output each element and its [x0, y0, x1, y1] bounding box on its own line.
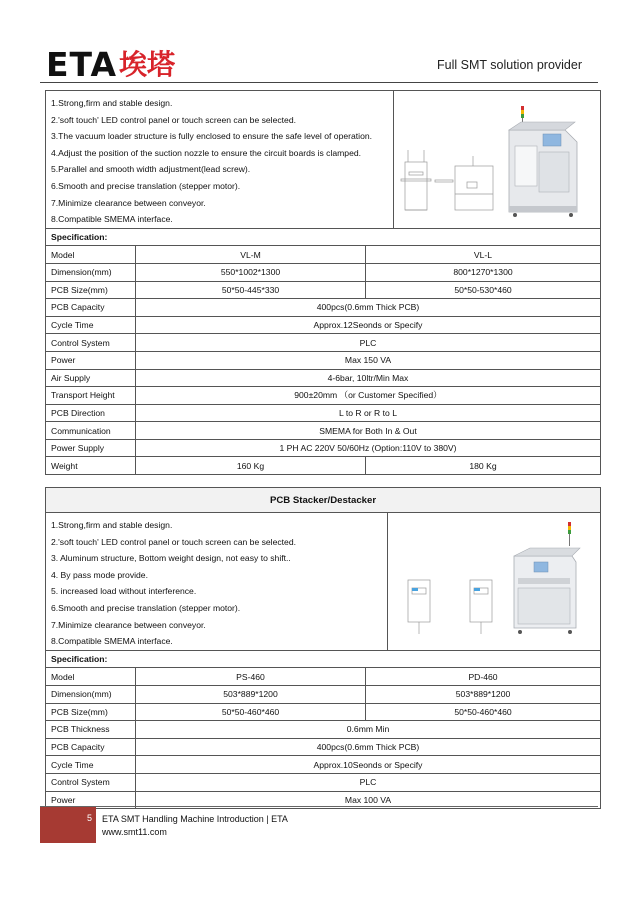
- feature-item: 5. increased load without interference.: [51, 586, 197, 597]
- row-value-b: 50*50-460*460: [366, 703, 601, 721]
- row-label: PCB Direction: [46, 404, 136, 422]
- loader-features-cell: [46, 91, 394, 229]
- table-row: [46, 703, 601, 721]
- feature-item: 7.Minimize clearance between conveyor.: [51, 619, 206, 630]
- row-value-a: 550*1002*1300: [136, 263, 366, 281]
- table-row: [46, 685, 601, 703]
- signal-light-yellow-icon: [521, 110, 524, 114]
- row-value-a: 50*50-460*460: [136, 703, 366, 721]
- feature-item: 3.The vacuum loader structure is fully enclosed to ensure the safe level of operation.: [51, 131, 373, 142]
- feature-item: 6.Smooth and precise translation (stepper motor).: [51, 180, 241, 191]
- feature-item: 2.'soft touch' LED control panel or touch screen can be selected.: [51, 114, 297, 125]
- row-value: Max 150 VA: [136, 351, 601, 369]
- feature-item: 7.Minimize clearance between conveyor.: [51, 197, 206, 208]
- row-value: SMEMA for Both In & Out: [136, 422, 601, 440]
- page-number-box: [40, 807, 96, 843]
- table-row: [46, 369, 601, 387]
- table-row: [46, 721, 601, 739]
- feature-item: 6.Smooth and precise translation (stepper motor).: [51, 602, 241, 613]
- feature-item: 2.'soft touch' LED control panel or touch screen can be selected.: [51, 536, 297, 547]
- page-footer: [0, 806, 638, 902]
- stacker-spec-label-row: [46, 650, 601, 668]
- stacker-image-cell: [388, 513, 601, 651]
- footer-text: [102, 813, 288, 839]
- row-label: PCB Capacity: [46, 299, 136, 317]
- loader-spec-table: [45, 90, 601, 475]
- stacker-features-cell: [46, 513, 388, 651]
- tagline: Full SMT solution provider: [437, 58, 582, 72]
- row-label: PCB Size(mm): [46, 703, 136, 721]
- loader-model-label: Model: [46, 246, 136, 264]
- row-label: Cycle Time: [46, 756, 136, 774]
- row-value-b: 180 Kg: [366, 457, 601, 475]
- table-row: [46, 387, 601, 405]
- row-value: 400pcs(0.6mm Thick PCB): [136, 738, 601, 756]
- row-label: PCB Capacity: [46, 738, 136, 756]
- stacker-model-label: Model: [46, 668, 136, 686]
- row-label: Power: [46, 791, 136, 809]
- eta-logo: [46, 45, 176, 84]
- row-label: Communication: [46, 422, 136, 440]
- stacker-machine-image: [394, 516, 594, 644]
- table-row: [46, 351, 601, 369]
- control-panel-icon: [543, 134, 561, 146]
- signal-light-red-icon: [568, 522, 571, 526]
- loader-features-row: [46, 91, 601, 229]
- row-value: 1 PH AC 220V 50/60Hz (Option:110V to 380V): [136, 439, 601, 457]
- feature-item: 4.Adjust the position of the suction nozzle to ensure the circuit boards is clamped.: [51, 147, 362, 158]
- feature-item: 1.Strong,firm and stable design.: [51, 520, 173, 530]
- loader-model-row: [46, 246, 601, 264]
- loader-machine-image: [397, 94, 597, 222]
- table-row: [46, 738, 601, 756]
- row-value-b: 503*889*1200: [366, 685, 601, 703]
- loader-model-b: VL-L: [366, 246, 601, 264]
- table-row: [46, 773, 601, 791]
- row-value-a: 160 Kg: [136, 457, 366, 475]
- signal-light-green-icon: [568, 530, 571, 534]
- stacker-title-row: [46, 488, 601, 513]
- signal-light-green-icon: [521, 114, 524, 118]
- table-row: [46, 756, 601, 774]
- table-row: [46, 457, 601, 475]
- feature-item: 8.Compatible SMEMA interface.: [51, 214, 173, 225]
- loader-spec-label: Specification:: [46, 228, 601, 246]
- feature-item: 5.Parallel and smooth width adjustment(lead screw).: [51, 164, 251, 175]
- stacker-model-b: PD-460: [366, 668, 601, 686]
- loader-spec-label-row: [46, 228, 601, 246]
- footer-title: ETA SMT Handling Machine Introduction | ETA: [102, 814, 288, 824]
- row-value: 0.6mm Min: [136, 721, 601, 739]
- row-value: 4-6bar, 10ltr/Min Max: [136, 369, 601, 387]
- row-label: Power Supply: [46, 439, 136, 457]
- loader-features-list: [51, 95, 388, 228]
- signal-light-yellow-icon: [568, 526, 571, 530]
- stacker-features-row: [46, 513, 601, 651]
- stacker-model-row: [46, 668, 601, 686]
- row-label: Power: [46, 351, 136, 369]
- stacker-features-list: [51, 517, 382, 650]
- table-row: [46, 316, 601, 334]
- row-value: Approx.12Seonds or Specify: [136, 316, 601, 334]
- stacker-spec-label: Specification:: [46, 650, 601, 668]
- table-row: [46, 439, 601, 457]
- row-label: Air Supply: [46, 369, 136, 387]
- row-value: 400pcs(0.6mm Thick PCB): [136, 299, 601, 317]
- row-label: PCB Size(mm): [46, 281, 136, 299]
- page-number: 5: [86, 813, 92, 823]
- stacker-spec-table: [45, 487, 601, 809]
- table-row: [46, 263, 601, 281]
- logo-cjk-text: 埃塔: [119, 47, 176, 81]
- feature-item: 1.Strong,firm and stable design.: [51, 98, 173, 108]
- signal-light-red-icon: [521, 106, 524, 110]
- table-row: [46, 281, 601, 299]
- row-value-b: 50*50-530*460: [366, 281, 601, 299]
- row-label: Control System: [46, 773, 136, 791]
- table-row: [46, 334, 601, 352]
- feature-item: 3. Aluminum structure, Bottom weight design, not easy to shift..: [51, 553, 291, 564]
- table-row: [46, 422, 601, 440]
- row-label: Dimension(mm): [46, 263, 136, 281]
- row-label: Transport Height: [46, 387, 136, 405]
- row-value-b: 800*1270*1300: [366, 263, 601, 281]
- row-value: PLC: [136, 334, 601, 352]
- row-value: Approx.10Seonds or Specify: [136, 756, 601, 774]
- row-label: PCB Thickness: [46, 721, 136, 739]
- row-label: Dimension(mm): [46, 685, 136, 703]
- row-value: 900±20mm （or Customer Specified）: [136, 387, 601, 405]
- row-value: PLC: [136, 773, 601, 791]
- stacker-model-a: PS-460: [136, 668, 366, 686]
- feature-item: 8.Compatible SMEMA interface.: [51, 636, 173, 647]
- feature-item: 4. By pass mode provide.: [51, 569, 148, 580]
- footer-divider: [40, 806, 598, 807]
- row-value-a: 503*889*1200: [136, 685, 366, 703]
- row-value-a: 50*50-445*330: [136, 281, 366, 299]
- page-header: [0, 0, 638, 88]
- row-value: L to R or R to L: [136, 404, 601, 422]
- table-row: [46, 299, 601, 317]
- logo-latin-text: ETA: [46, 45, 118, 84]
- table-row: [46, 404, 601, 422]
- footer-url[interactable]: www.smt11.com: [102, 827, 167, 837]
- loader-image-cell: [394, 91, 601, 229]
- row-label: Control System: [46, 334, 136, 352]
- header-divider: [40, 82, 598, 83]
- stacker-title: PCB Stacker/Destacker: [46, 488, 601, 513]
- control-panel-icon: [534, 562, 548, 572]
- loader-model-a: VL-M: [136, 246, 366, 264]
- row-value: Max 100 VA: [136, 791, 601, 809]
- row-label: Weight: [46, 457, 136, 475]
- row-label: Cycle Time: [46, 316, 136, 334]
